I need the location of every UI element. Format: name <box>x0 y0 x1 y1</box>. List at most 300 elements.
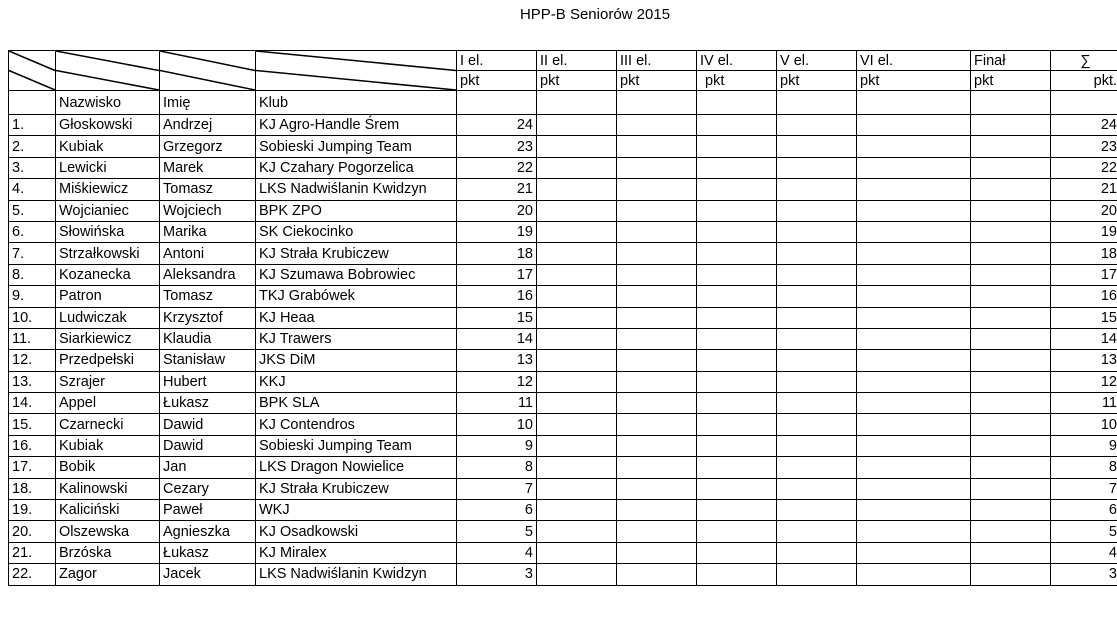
position-cell: 13. <box>9 371 56 392</box>
round2-points-cell <box>537 264 617 285</box>
round5-points-cell <box>777 564 857 585</box>
final-points-cell <box>971 307 1051 328</box>
round3-points-cell <box>617 393 697 414</box>
empty-cell <box>857 91 971 115</box>
surname-cell: Kalinowski <box>56 478 160 499</box>
position-cell: 11. <box>9 328 56 349</box>
column-header-surname: Nazwisko <box>56 91 160 115</box>
position-cell: 14. <box>9 393 56 414</box>
final-points-cell <box>971 264 1051 285</box>
round5-points-cell <box>777 157 857 178</box>
sum-cell: 24 <box>1051 115 1117 136</box>
round1-points-cell: 7 <box>457 478 537 499</box>
name-cell: Hubert <box>160 371 256 392</box>
round2-points-cell <box>537 435 617 456</box>
name-cell: Tomasz <box>160 286 256 307</box>
sum-cell: 10 <box>1051 414 1117 435</box>
header-row-rounds <box>9 51 1117 71</box>
position-cell: 12. <box>9 350 56 371</box>
round5-points-cell <box>777 307 857 328</box>
surname-cell: Wojcianiec <box>56 200 160 221</box>
round5-points-cell <box>777 286 857 307</box>
position-cell: 7. <box>9 243 56 264</box>
sum-cell: 21 <box>1051 179 1117 200</box>
round6-points-cell <box>857 157 971 178</box>
round2-points-cell <box>537 200 617 221</box>
round6-points-cell <box>857 521 971 542</box>
club-cell: KJ Strała Krubiczew <box>256 478 457 499</box>
club-cell: KJ Miralex <box>256 542 457 563</box>
final-points-cell <box>971 478 1051 499</box>
round6-points-cell <box>857 243 971 264</box>
round2-points-cell <box>537 136 617 157</box>
sum-cell: 8 <box>1051 457 1117 478</box>
round6-points-cell <box>857 307 971 328</box>
round6-points-cell <box>857 542 971 563</box>
sum-cell: 19 <box>1051 221 1117 242</box>
round1-points-cell: 11 <box>457 393 537 414</box>
round3-points-cell <box>617 521 697 542</box>
table-row <box>9 500 1117 521</box>
round6-points-cell <box>857 350 971 371</box>
round2-points-cell <box>537 457 617 478</box>
surname-cell: Bobik <box>56 457 160 478</box>
position-cell: 9. <box>9 286 56 307</box>
round-header: VI el. <box>857 51 971 71</box>
round6-points-cell <box>857 371 971 392</box>
round3-points-cell <box>617 264 697 285</box>
surname-cell: Appel <box>56 393 160 414</box>
final-points-cell <box>971 328 1051 349</box>
round1-points-cell: 20 <box>457 200 537 221</box>
position-cell: 2. <box>9 136 56 157</box>
round4-points-cell <box>697 414 777 435</box>
club-cell: KJ Osadkowski <box>256 521 457 542</box>
name-cell: Marika <box>160 221 256 242</box>
table-row <box>9 393 1117 414</box>
table-row <box>9 157 1117 178</box>
round1-points-cell: 13 <box>457 350 537 371</box>
round1-points-cell: 3 <box>457 564 537 585</box>
table-row <box>9 115 1117 136</box>
sum-cell: 18 <box>1051 243 1117 264</box>
round4-points-cell <box>697 136 777 157</box>
round6-points-cell <box>857 478 971 499</box>
sum-cell: 5 <box>1051 521 1117 542</box>
club-cell: WKJ <box>256 500 457 521</box>
pkt-label: pkt <box>537 71 617 91</box>
round2-points-cell <box>537 371 617 392</box>
surname-cell: Słowińska <box>56 221 160 242</box>
club-cell: TKJ Grabówek <box>256 286 457 307</box>
table-row <box>9 371 1117 392</box>
sum-cell: 16 <box>1051 286 1117 307</box>
surname-cell: Kubiak <box>56 136 160 157</box>
surname-cell: Szrajer <box>56 371 160 392</box>
position-cell: 10. <box>9 307 56 328</box>
round6-points-cell <box>857 414 971 435</box>
name-cell: Tomasz <box>160 179 256 200</box>
name-cell: Jan <box>160 457 256 478</box>
diagonal-cell <box>160 51 256 91</box>
position-cell: 22. <box>9 564 56 585</box>
round5-points-cell <box>777 243 857 264</box>
sum-cell: 12 <box>1051 371 1117 392</box>
round5-points-cell <box>777 542 857 563</box>
round2-points-cell <box>537 328 617 349</box>
table-row <box>9 542 1117 563</box>
table-row <box>9 435 1117 456</box>
table-row <box>9 243 1117 264</box>
name-cell: Paweł <box>160 500 256 521</box>
table-row <box>9 286 1117 307</box>
round1-points-cell: 17 <box>457 264 537 285</box>
round3-points-cell <box>617 328 697 349</box>
round6-points-cell <box>857 221 971 242</box>
round4-points-cell <box>697 521 777 542</box>
round4-points-cell <box>697 328 777 349</box>
round4-points-cell <box>697 115 777 136</box>
final-points-cell <box>971 286 1051 307</box>
final-points-cell <box>971 393 1051 414</box>
surname-cell: Kubiak <box>56 435 160 456</box>
round5-points-cell <box>777 221 857 242</box>
pkt-label: pkt <box>457 71 537 91</box>
table-row <box>9 521 1117 542</box>
round3-points-cell <box>617 435 697 456</box>
final-points-cell <box>971 200 1051 221</box>
final-points-cell <box>971 115 1051 136</box>
table-row <box>9 179 1117 200</box>
round5-points-cell <box>777 500 857 521</box>
round4-points-cell <box>697 243 777 264</box>
round5-points-cell <box>777 200 857 221</box>
empty-cell <box>971 91 1051 115</box>
table-row <box>9 478 1117 499</box>
round5-points-cell <box>777 521 857 542</box>
round4-points-cell <box>697 457 777 478</box>
club-cell: KJ Heaa <box>256 307 457 328</box>
round2-points-cell <box>537 179 617 200</box>
sheet-title: HPP-B Seniorów 2015 <box>519 6 671 23</box>
round2-points-cell <box>537 221 617 242</box>
surname-cell: Lewicki <box>56 157 160 178</box>
diagonal-cell <box>256 51 457 91</box>
round6-points-cell <box>857 435 971 456</box>
surname-cell: Siarkiewicz <box>56 328 160 349</box>
name-cell: Antoni <box>160 243 256 264</box>
empty-cell <box>9 91 56 115</box>
position-cell: 18. <box>9 478 56 499</box>
sum-cell: 23 <box>1051 136 1117 157</box>
final-points-cell <box>971 435 1051 456</box>
club-cell: Sobieski Jumping Team <box>256 435 457 456</box>
round3-points-cell <box>617 136 697 157</box>
round3-points-cell <box>617 414 697 435</box>
round-header: III el. <box>617 51 697 71</box>
sum-cell: 13 <box>1051 350 1117 371</box>
position-cell: 4. <box>9 179 56 200</box>
round1-points-cell: 10 <box>457 414 537 435</box>
name-cell: Aleksandra <box>160 264 256 285</box>
name-cell: Dawid <box>160 435 256 456</box>
position-cell: 8. <box>9 264 56 285</box>
name-cell: Wojciech <box>160 200 256 221</box>
round3-points-cell <box>617 200 697 221</box>
round3-points-cell <box>617 478 697 499</box>
round3-points-cell <box>617 286 697 307</box>
column-header-name: Imię <box>160 91 256 115</box>
final-points-cell <box>971 243 1051 264</box>
sum-cell: 6 <box>1051 500 1117 521</box>
round4-points-cell <box>697 500 777 521</box>
surname-cell: Kaliciński <box>56 500 160 521</box>
round2-points-cell <box>537 286 617 307</box>
header-row-columns <box>9 91 1117 115</box>
position-cell: 21. <box>9 542 56 563</box>
club-cell: KJ Contendros <box>256 414 457 435</box>
round2-points-cell <box>537 542 617 563</box>
club-cell: Sobieski Jumping Team <box>256 136 457 157</box>
round4-points-cell <box>697 564 777 585</box>
final-points-cell <box>971 564 1051 585</box>
empty-cell <box>457 91 537 115</box>
position-cell: 17. <box>9 457 56 478</box>
club-cell: LKS Nadwiślanin Kwidzyn <box>256 564 457 585</box>
round2-points-cell <box>537 307 617 328</box>
round1-points-cell: 21 <box>457 179 537 200</box>
round-header: IV el. <box>697 51 777 71</box>
club-cell: KJ Agro-Handle Śrem <box>256 115 457 136</box>
name-cell: Cezary <box>160 478 256 499</box>
round1-points-cell: 9 <box>457 435 537 456</box>
position-cell: 16. <box>9 435 56 456</box>
round1-points-cell: 16 <box>457 286 537 307</box>
table-row <box>9 200 1117 221</box>
round2-points-cell <box>537 564 617 585</box>
round3-points-cell <box>617 243 697 264</box>
final-points-cell <box>971 157 1051 178</box>
table-row <box>9 457 1117 478</box>
surname-cell: Ludwiczak <box>56 307 160 328</box>
round5-points-cell <box>777 457 857 478</box>
pkt-label: pkt <box>617 71 697 91</box>
final-points-cell <box>971 136 1051 157</box>
round2-points-cell <box>537 157 617 178</box>
club-cell: KKJ <box>256 371 457 392</box>
pkt-label: pkt <box>697 71 777 91</box>
round5-points-cell <box>777 328 857 349</box>
round6-points-cell <box>857 286 971 307</box>
round4-points-cell <box>697 221 777 242</box>
position-cell: 6. <box>9 221 56 242</box>
round4-points-cell <box>697 542 777 563</box>
surname-cell: Olszewska <box>56 521 160 542</box>
name-cell: Łukasz <box>160 393 256 414</box>
round6-points-cell <box>857 136 971 157</box>
round6-points-cell <box>857 500 971 521</box>
name-cell: Stanisław <box>160 350 256 371</box>
club-cell: LKS Nadwiślanin Kwidzyn <box>256 179 457 200</box>
round6-points-cell <box>857 264 971 285</box>
final-points-cell <box>971 371 1051 392</box>
table-row <box>9 264 1117 285</box>
round1-points-cell: 6 <box>457 500 537 521</box>
round-header: II el. <box>537 51 617 71</box>
final-points-cell <box>971 521 1051 542</box>
surname-cell: Patron <box>56 286 160 307</box>
round4-points-cell <box>697 179 777 200</box>
club-cell: LKS Dragon Nowielice <box>256 457 457 478</box>
final-points-cell <box>971 542 1051 563</box>
round5-points-cell <box>777 350 857 371</box>
sum-cell: 14 <box>1051 328 1117 349</box>
name-cell: Klaudia <box>160 328 256 349</box>
round6-points-cell <box>857 457 971 478</box>
final-points-cell <box>971 221 1051 242</box>
sum-cell: 4 <box>1051 542 1117 563</box>
round1-points-cell: 18 <box>457 243 537 264</box>
round2-points-cell <box>537 115 617 136</box>
round2-points-cell <box>537 500 617 521</box>
sum-cell: 3 <box>1051 564 1117 585</box>
final-points-cell <box>971 457 1051 478</box>
round3-points-cell <box>617 221 697 242</box>
corner-diagonal-cell <box>9 51 56 91</box>
round5-points-cell <box>777 393 857 414</box>
club-cell: KJ Szumawa Bobrowiec <box>256 264 457 285</box>
sum-cell: 17 <box>1051 264 1117 285</box>
round1-points-cell: 24 <box>457 115 537 136</box>
round2-points-cell <box>537 521 617 542</box>
round5-points-cell <box>777 136 857 157</box>
position-cell: 15. <box>9 414 56 435</box>
empty-cell <box>537 91 617 115</box>
club-cell: BPK SLA <box>256 393 457 414</box>
surname-cell: Kozanecka <box>56 264 160 285</box>
round1-points-cell: 8 <box>457 457 537 478</box>
round6-points-cell <box>857 328 971 349</box>
empty-cell <box>697 91 777 115</box>
position-cell: 19. <box>9 500 56 521</box>
club-cell: SK Ciekocinko <box>256 221 457 242</box>
club-cell: BPK ZPO <box>256 200 457 221</box>
round4-points-cell <box>697 371 777 392</box>
round1-points-cell: 15 <box>457 307 537 328</box>
surname-cell: Głoskowski <box>56 115 160 136</box>
round5-points-cell <box>777 264 857 285</box>
name-cell: Jacek <box>160 564 256 585</box>
round-header: Finał <box>971 51 1051 71</box>
column-header-club: Klub <box>256 91 457 115</box>
round2-points-cell <box>537 243 617 264</box>
pkt-label: pkt <box>857 71 971 91</box>
round3-points-cell <box>617 157 697 178</box>
round2-points-cell <box>537 393 617 414</box>
position-cell: 3. <box>9 157 56 178</box>
name-cell: Grzegorz <box>160 136 256 157</box>
round1-points-cell: 12 <box>457 371 537 392</box>
round5-points-cell <box>777 478 857 499</box>
table-row <box>9 221 1117 242</box>
name-cell: Andrzej <box>160 115 256 136</box>
sum-cell: 22 <box>1051 157 1117 178</box>
sum-cell: 9 <box>1051 435 1117 456</box>
diagonal-cell <box>56 51 160 91</box>
sum-cell: 7 <box>1051 478 1117 499</box>
club-cell: KJ Trawers <box>256 328 457 349</box>
name-cell: Agnieszka <box>160 521 256 542</box>
round3-points-cell <box>617 564 697 585</box>
surname-cell: Miśkiewicz <box>56 179 160 200</box>
name-cell: Krzysztof <box>160 307 256 328</box>
round4-points-cell <box>697 435 777 456</box>
round5-points-cell <box>777 435 857 456</box>
round3-points-cell <box>617 500 697 521</box>
club-cell: KJ Czahary Pogorzelica <box>256 157 457 178</box>
round4-points-cell <box>697 478 777 499</box>
round2-points-cell <box>537 350 617 371</box>
empty-cell <box>777 91 857 115</box>
round3-points-cell <box>617 457 697 478</box>
round4-points-cell <box>697 307 777 328</box>
sum-cell: 15 <box>1051 307 1117 328</box>
empty-cell <box>617 91 697 115</box>
round5-points-cell <box>777 179 857 200</box>
final-points-cell <box>971 179 1051 200</box>
sum-cell: 11 <box>1051 393 1117 414</box>
round1-points-cell: 19 <box>457 221 537 242</box>
round4-points-cell <box>697 350 777 371</box>
position-cell: 1. <box>9 115 56 136</box>
round-header: I el. <box>457 51 537 71</box>
surname-cell: Strzałkowski <box>56 243 160 264</box>
round3-points-cell <box>617 115 697 136</box>
table-row <box>9 564 1117 585</box>
club-cell: KJ Strała Krubiczew <box>256 243 457 264</box>
round1-points-cell: 23 <box>457 136 537 157</box>
table-row <box>9 136 1117 157</box>
final-points-cell <box>971 500 1051 521</box>
round6-points-cell <box>857 393 971 414</box>
round3-points-cell <box>617 179 697 200</box>
round4-points-cell <box>697 264 777 285</box>
round3-points-cell <box>617 371 697 392</box>
round-header: V el. <box>777 51 857 71</box>
round4-points-cell <box>697 393 777 414</box>
position-cell: 5. <box>9 200 56 221</box>
surname-cell: Zagor <box>56 564 160 585</box>
position-cell: 20. <box>9 521 56 542</box>
round3-points-cell <box>617 307 697 328</box>
sum-header: ∑ <box>1051 51 1117 71</box>
results-table <box>8 50 1117 586</box>
final-points-cell <box>971 350 1051 371</box>
round3-points-cell <box>617 350 697 371</box>
round5-points-cell <box>777 371 857 392</box>
round4-points-cell <box>697 286 777 307</box>
pkt-sum-label: pkt. <box>1051 71 1117 91</box>
empty-cell <box>1051 91 1117 115</box>
pkt-label: pkt <box>777 71 857 91</box>
round2-points-cell <box>537 478 617 499</box>
round6-points-cell <box>857 564 971 585</box>
round1-points-cell: 4 <box>457 542 537 563</box>
table-row <box>9 328 1117 349</box>
round1-points-cell: 22 <box>457 157 537 178</box>
round1-points-cell: 5 <box>457 521 537 542</box>
sum-cell: 20 <box>1051 200 1117 221</box>
